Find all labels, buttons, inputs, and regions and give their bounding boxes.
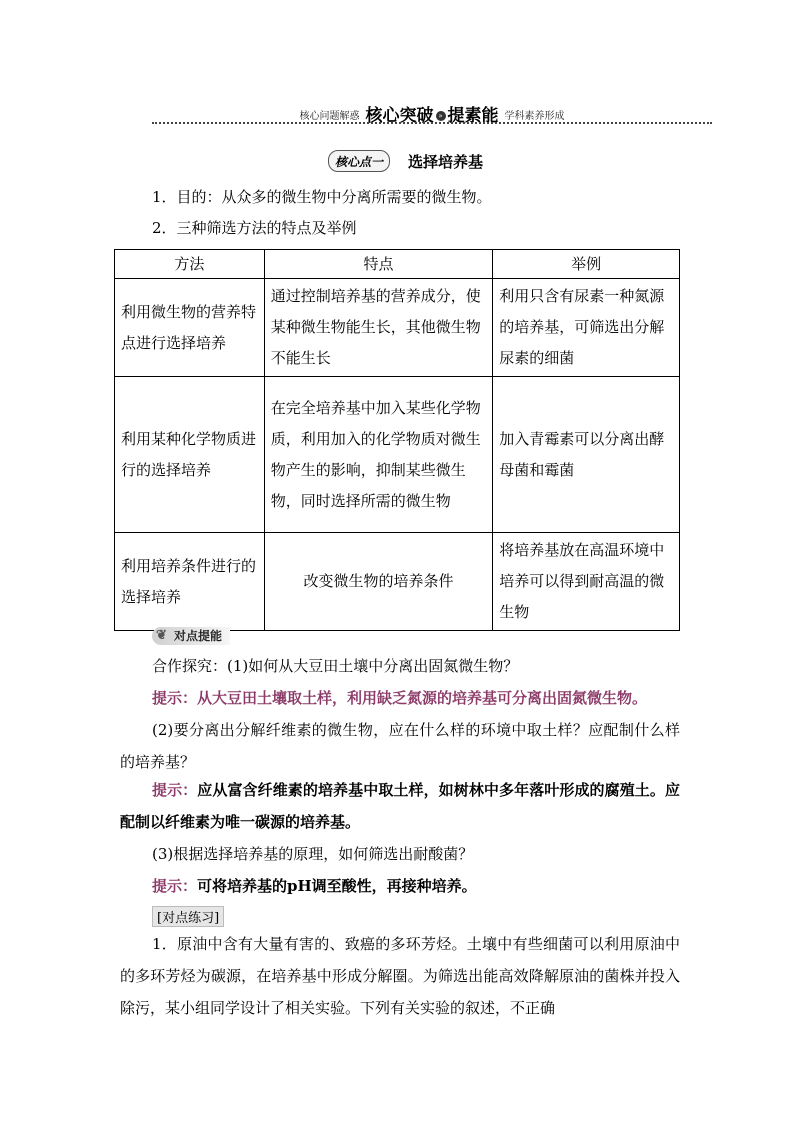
question-2: [120, 714, 680, 778]
answer-1: [120, 682, 680, 714]
core-point-badge: 核心点一: [328, 150, 390, 172]
hint-label: 提示：: [152, 781, 198, 799]
header-main-title-2: 提素能: [447, 106, 499, 126]
table-cell: 通过控制培养基的营养成分，使某种微生物能生长，其他微生物不能生长: [264, 279, 493, 377]
item-methods-title: 2．三种筛选方法的特点及举例: [152, 219, 357, 237]
table-cell: 加入青霉素可以分离出酵母菌和霉菌: [493, 377, 680, 533]
hint-label: 提示：: [152, 877, 198, 895]
answer-3-text: 可将培养基的pH调至酸性，再接种培养。: [197, 877, 477, 895]
table-header-cell: 方法: [115, 250, 265, 279]
question-1-text: 合作探究：(1)如何从大豆田土壤中分离出固氮微生物？: [152, 657, 519, 675]
table-cell: 改变微生物的培养条件: [264, 533, 493, 631]
header-main-title: 核心突破: [365, 106, 434, 126]
leaf-icon: ❦: [156, 628, 167, 643]
core-point-heading: [328, 150, 483, 172]
header-left-caption: 核心问题解惑: [299, 111, 360, 122]
exercise-1: 1．原油中含有大量有害的、致癌的多环芳烃。土壤中有些细菌可以利用原油中的多环芳烃为碳源，在培养基中形成分解圈。为筛选出能高效降解原油的菌株并投入除污，某小组同学设计了相关实验。下列有关实验的叙述，不正确: [120, 935, 680, 1017]
answer-1-text: 从大豆田土壤取土样，利用缺乏氮源的培养基可分离出固氮微生物。: [197, 689, 648, 707]
table-row: [115, 377, 680, 533]
table-header-row: [115, 250, 680, 279]
table-cell: 利用某种化学物质进行的选择培养: [115, 377, 265, 533]
table-cell: 利用微生物的营养特点进行选择培养: [115, 279, 265, 377]
table-row: [115, 279, 680, 377]
answer-2: [120, 774, 680, 838]
table-cell: 在完全培养基中加入某些化学物质，利用加入的化学物质对微生物产生的影响，抑制某些微生物，同时选择所需的微生物: [264, 377, 493, 533]
table-header-cell: 特点: [264, 250, 493, 279]
question-1: [120, 650, 680, 682]
table-cell: 将培养基放在高温环境中培养可以得到耐高温的微生物: [493, 533, 680, 631]
question-3-text: (3)根据选择培养基的原理，如何筛选出耐酸菌？: [152, 845, 474, 863]
answer-3: [120, 870, 680, 902]
section-tag-label: 对点提能: [174, 629, 223, 643]
practice-tag: [对点练习]: [152, 906, 224, 927]
section-tag: [152, 627, 230, 645]
methods-table: [114, 249, 680, 631]
header-right-caption: 学科素养形成: [504, 111, 565, 122]
table-cell: 利用只含有尿素一种氮源的培养基，可筛选出分解尿素的细菌: [493, 279, 680, 377]
header-arrow-icon: »: [436, 111, 446, 121]
hint-label: 提示：: [152, 689, 198, 707]
item-purpose: 1．目的：从众多的微生物中分离所需要的微生物。: [152, 188, 492, 206]
table-cell: 利用培养条件进行的选择培养: [115, 533, 265, 631]
header-divider: [152, 122, 712, 124]
question-3: [120, 838, 680, 870]
table-header-cell: 举例: [493, 250, 680, 279]
core-point-title: 选择培养基: [408, 152, 484, 171]
question-2-text: (2)要分离出分解纤维素的微生物，应在什么样的环境中取土样？应配制什么样的培养基？: [120, 721, 680, 771]
answer-2-text: 应从富含纤维素的培养基中取土样，如树林中多年落叶形成的腐殖土。应配制以纤维素为唯一碳源的培养基。: [120, 781, 680, 831]
table-row: [115, 533, 680, 631]
